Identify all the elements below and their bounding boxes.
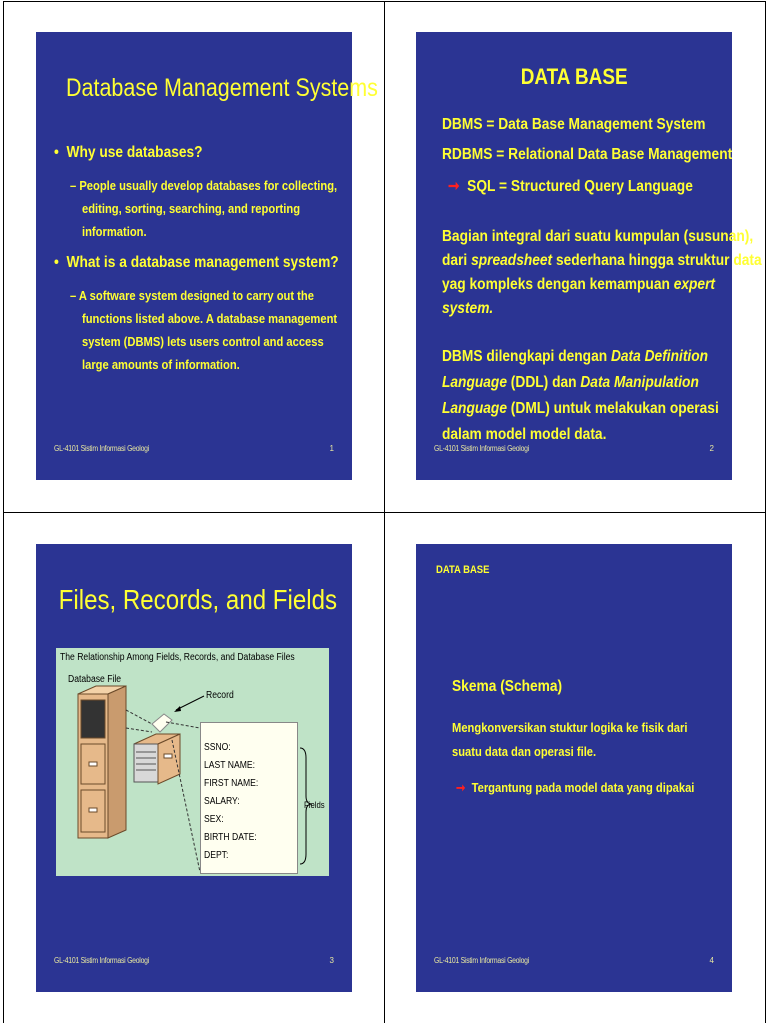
- slide-title: Files, Records, and Fields: [58, 584, 338, 615]
- paragraph-line: Language (DML) untuk melakukan operasi: [442, 400, 719, 417]
- paragraph-line: suatu data dan operasi file.: [452, 744, 597, 759]
- sub-bullet-line: information.: [82, 224, 147, 239]
- right-arrow-icon: ➞: [456, 780, 466, 795]
- rdbms-definition: RDBMS = Relational Data Base Management: [442, 146, 733, 163]
- slide-subtitle: Skema (Schema): [452, 678, 563, 695]
- fields-label: Fields: [304, 800, 325, 810]
- slide-title: Database Management Systems: [66, 74, 378, 102]
- grid-divider-horizontal: [3, 512, 766, 513]
- sub-bullet-line: – People usually develop databases for collecting,: [70, 178, 338, 193]
- paragraph-line: dalam model model data.: [442, 426, 607, 443]
- database-file-label: Database File: [68, 674, 122, 685]
- sub-bullet-line: editing, sorting, searching, and reporting: [82, 201, 301, 216]
- slide-3: [36, 544, 352, 992]
- sql-definition: ➞ SQL = Structured Query Language: [448, 178, 693, 195]
- field-label: SSNO:: [204, 742, 231, 753]
- record-label: Record: [206, 690, 234, 701]
- fields-records-figure: [56, 648, 329, 876]
- field-label: LAST NAME:: [204, 760, 255, 771]
- sub-bullet-line: system (DBMS) lets users control and access: [82, 334, 324, 349]
- figure-caption: The Relationship Among Fields, Records, and Database Files: [60, 652, 295, 663]
- paragraph-line: dari spreadsheet sederhana hingga struktur data: [442, 252, 762, 269]
- slide-footer: GL-4101 Sistim Informasi Geologi: [54, 444, 149, 453]
- paragraph-line: DBMS dilengkapi dengan Data Definition: [442, 348, 709, 365]
- field-label: SEX:: [204, 814, 224, 825]
- paragraph-line: Mengkonversikan stuktur logika ke fisik dari: [452, 720, 688, 735]
- dbms-definition: DBMS = Data Base Management System: [442, 116, 706, 133]
- arrow-point: ➞ Tergantung pada model data yang dipakai: [456, 780, 695, 795]
- slide-4: [416, 544, 732, 992]
- slide-1: [36, 32, 378, 480]
- slide-title: DATA BASE: [520, 64, 628, 89]
- bullet-what-is-dbms: • What is a database management system?: [54, 254, 339, 271]
- sub-bullet-line: – A software system designed to carry out the: [70, 288, 314, 303]
- right-arrow-icon: ➞: [448, 178, 460, 195]
- sub-bullet-line: large amounts of information.: [82, 357, 240, 372]
- page-number: 3: [329, 956, 334, 965]
- field-label: DEPT:: [204, 850, 229, 861]
- paragraph-line: system.: [442, 300, 494, 317]
- page-number: 4: [709, 956, 714, 965]
- bullet-why-databases: • Why use databases?: [54, 144, 203, 161]
- slide-footer: GL-4101 Sistim Informasi Geologi: [54, 956, 149, 965]
- slide-title: DATA BASE: [436, 564, 490, 576]
- slide-2: [416, 32, 762, 480]
- paragraph-line: Language (DDL) dan Data Manipulation: [442, 374, 699, 391]
- field-label: FIRST NAME:: [204, 778, 259, 789]
- field-label: SALARY:: [204, 796, 240, 807]
- page-number: 2: [709, 444, 714, 453]
- field-label: BIRTH DATE:: [204, 832, 257, 843]
- slide-footer: GL-4101 Sistim Informasi Geologi: [434, 956, 529, 965]
- slide-footer: GL-4101 Sistim Informasi Geologi: [434, 444, 529, 453]
- paragraph-line: Bagian integral dari suatu kumpulan (susunan),: [442, 228, 754, 245]
- page-number: 1: [329, 444, 334, 453]
- paragraph-line: yag kompleks dengan kemampuan expert: [442, 276, 716, 293]
- sub-bullet-line: functions listed above. A database management: [82, 311, 338, 326]
